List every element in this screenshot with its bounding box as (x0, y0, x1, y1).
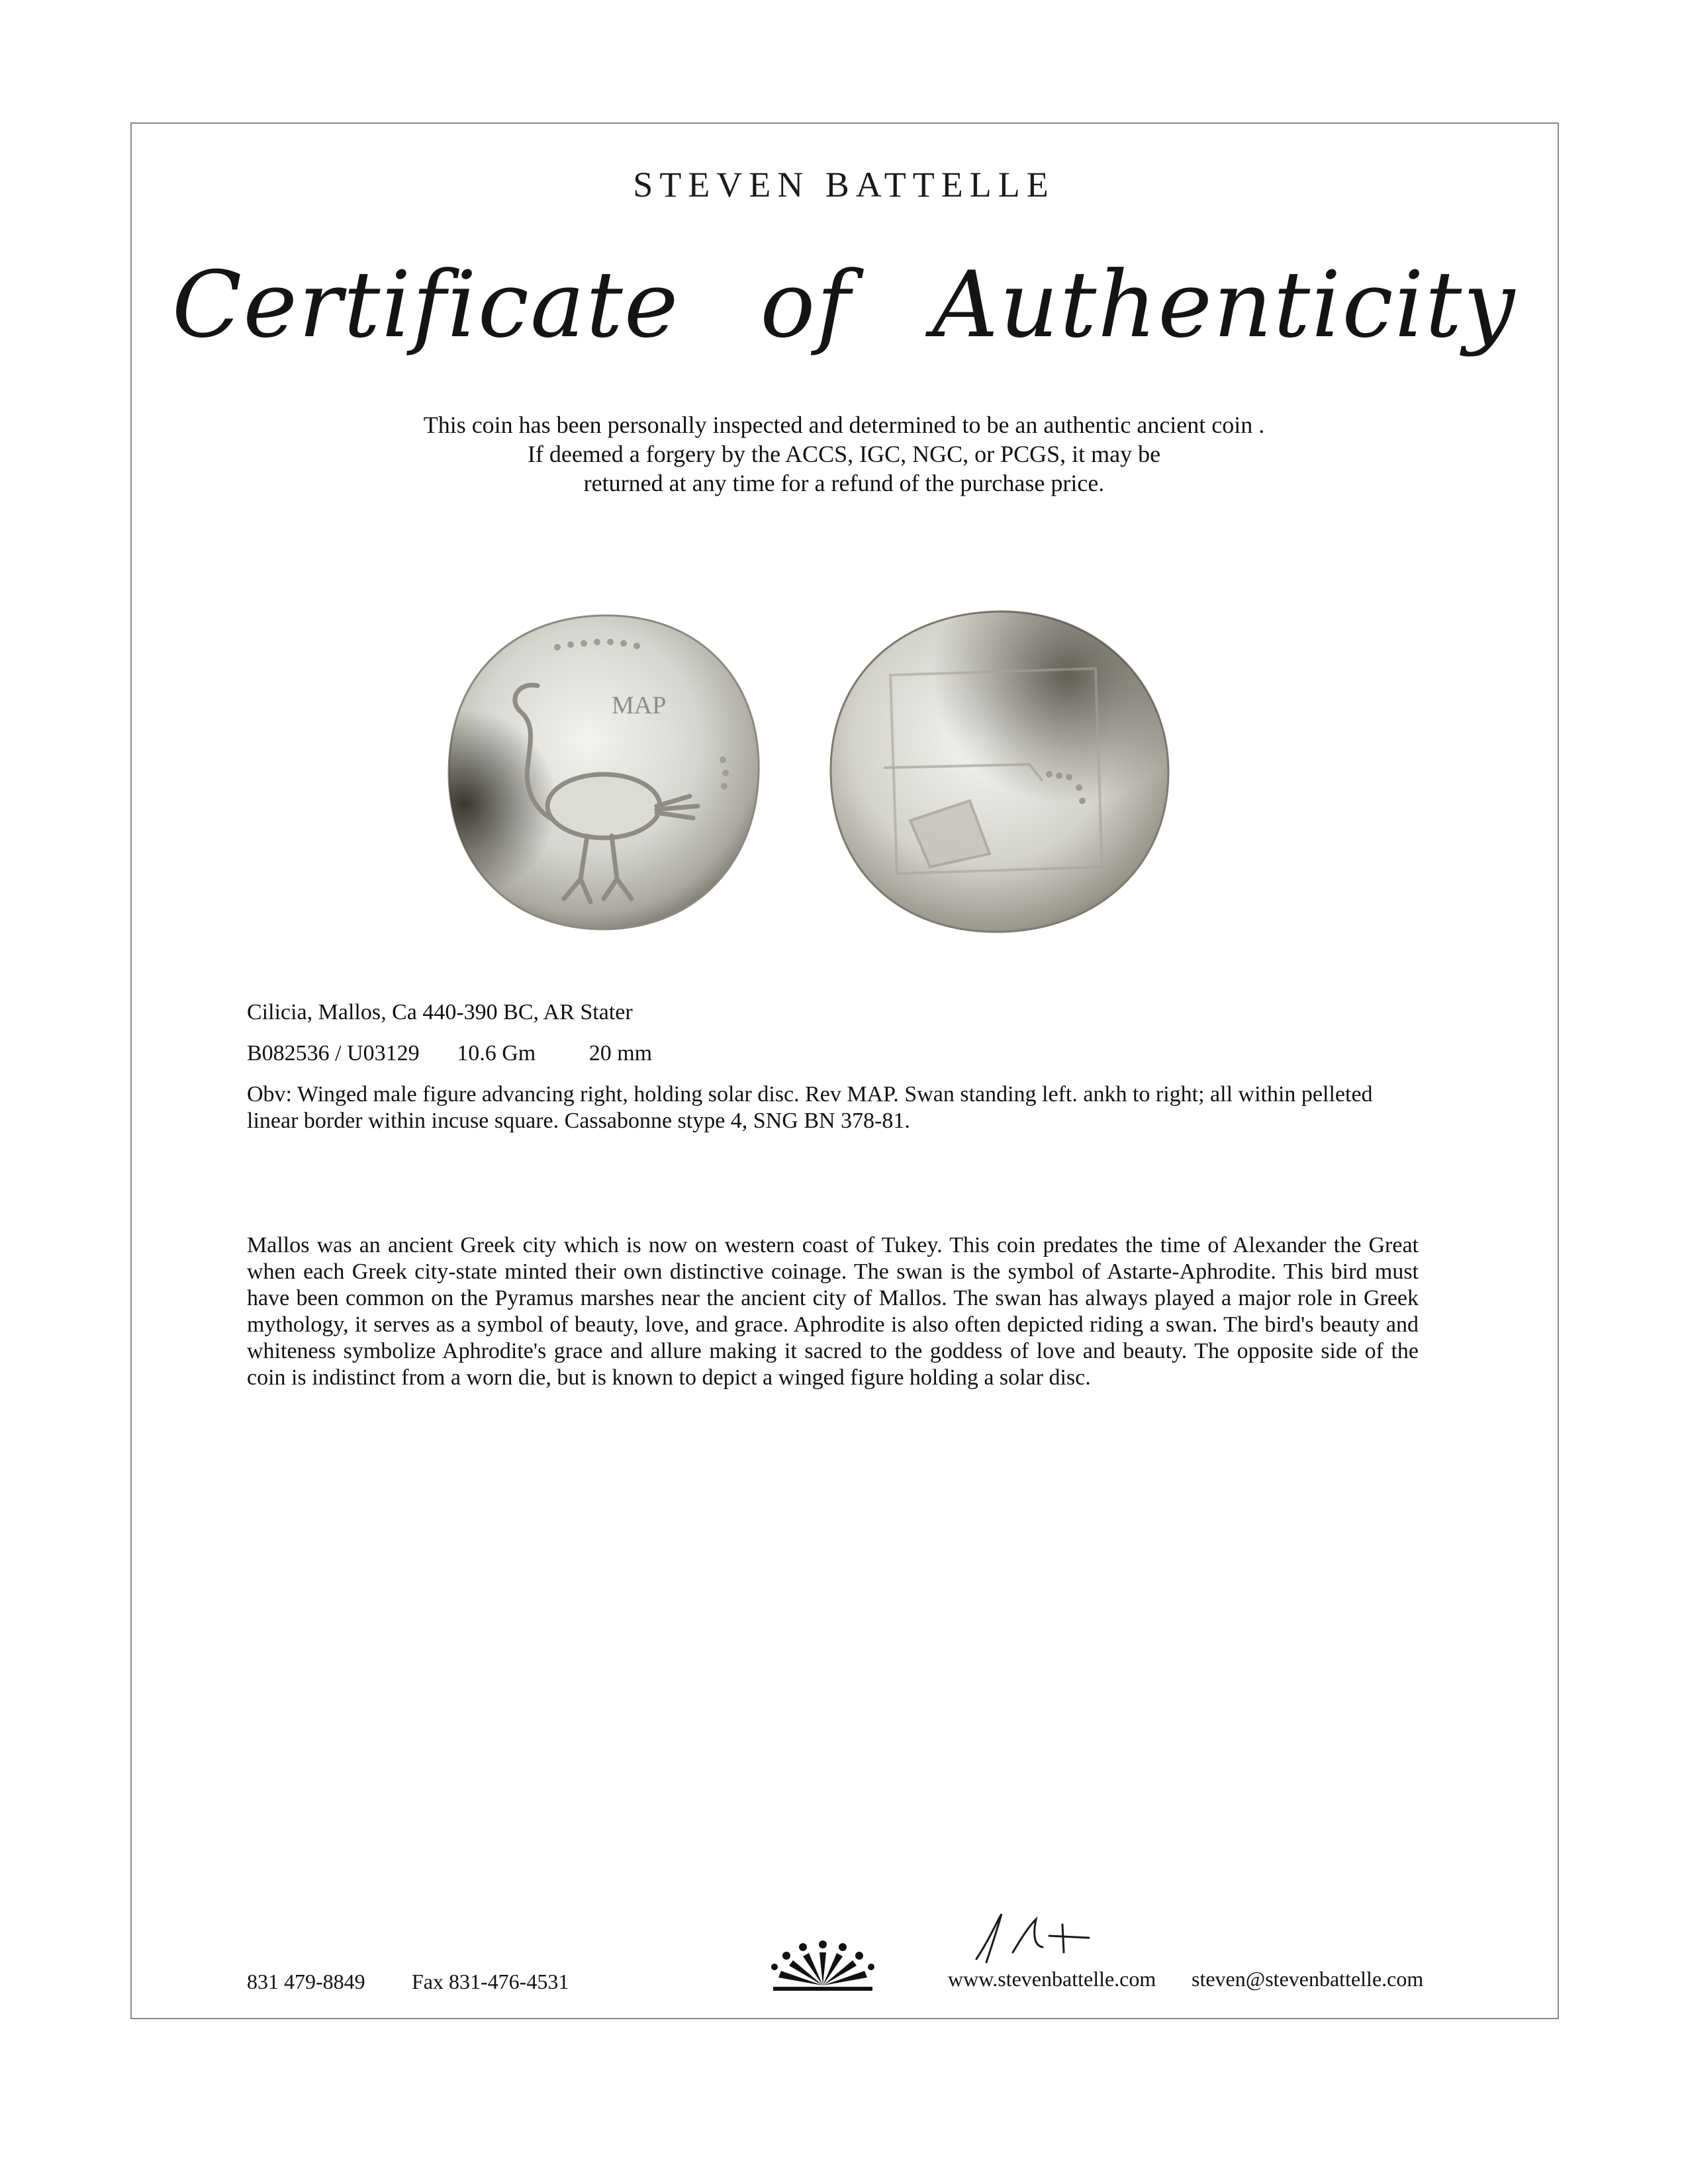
coin-obverse-image (438, 608, 769, 938)
footer-phone: 831 479-8849 (247, 1970, 365, 1993)
sunburst-logo-icon (767, 1933, 879, 1992)
guarantee-statement (0, 410, 1688, 498)
footer-email[interactable]: steven@stevenbattelle.com (1192, 1967, 1424, 1991)
signature-icon (950, 1906, 1109, 1972)
footer-fax: Fax 831-476-4531 (412, 1970, 569, 1993)
coin-diameter: 20 mm (588, 1041, 653, 1066)
guarantee-line: This coin has been personally inspected and determined to be an authentic ancient coin . (423, 412, 1265, 438)
brand-name: STEVEN BATTELLE (633, 165, 1055, 205)
certificate-border (130, 122, 1559, 2019)
title-word-of: of (760, 251, 852, 358)
footer-website[interactable]: www.stevenbattelle.com (948, 1967, 1156, 1991)
guarantee-line: If deemed a forgery by the ACCS, IGC, NGC, or PCGS, it may be (527, 441, 1161, 467)
guarantee-line: returned at any time for a refund of the purchase price. (583, 470, 1105, 496)
coin-weight: 10.6 Gm (457, 1041, 536, 1066)
certificate-title (0, 251, 1688, 358)
history-paragraph: Mallos was an ancient Greek city which is now on western coast of Tukey. This coin predates the time of Alexander the Great when each Greek city-state minted their own distinctive coinage. The swan is the symbol of Astarte-Aphrodite. This bird must have been common on the Pyramus marshes near the ancient city of Mallos. The swan has always played a major role in Greek mythology, it serves as a symbol of beauty, love, and grace. Aphrodite is also often depicted riding a swan. The bird's beauty and whiteness symbolize Aphrodite's grace and allure making it sacred to the goddess of love and beauty. The opposite side of the coin is indistinct from a worn die, but is known to depict a winged figure holding a solar disc. (247, 1233, 1419, 1390)
coin-title: Cilicia, Mallos, Ca 440-390 BC, AR Stater (247, 1000, 633, 1024)
title-word-authenticity: Authenticity (932, 251, 1517, 358)
coin-description: Obv: Winged male figure advancing right, holding solar disc. Rev MAP. Swan standing left. ankh to right; all within pelleted linear border within incuse square. Cassabonne stype 4, SNG BN 378-81. (247, 1082, 1373, 1133)
inventory-number: B082536 / U03129 (247, 1041, 420, 1066)
coin-specs (247, 1040, 652, 1067)
coin-reverse-image (818, 602, 1180, 941)
coin-legend-text: MAP (612, 692, 667, 719)
title-word-certificate: Certificate (171, 251, 680, 358)
